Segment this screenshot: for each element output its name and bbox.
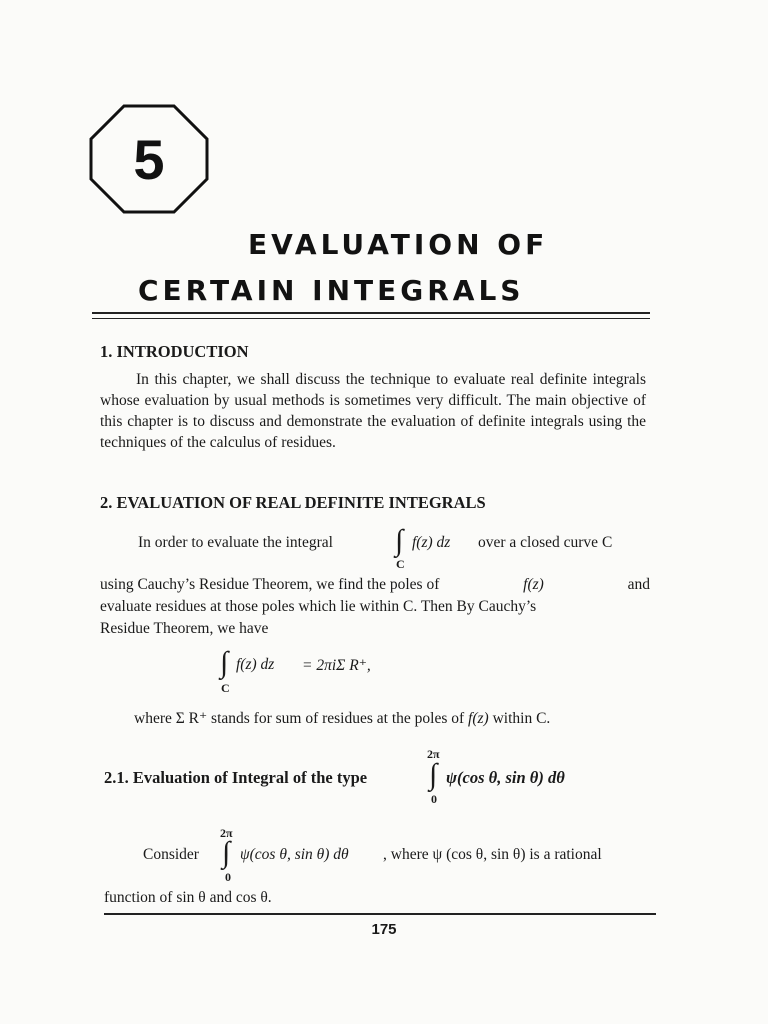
- type-lower-limit: 0: [431, 792, 437, 806]
- cauchy-fz: f(z): [523, 576, 544, 593]
- footer-rule: [104, 913, 656, 915]
- introduction-paragraph: In this chapter, we shall discuss the technique to evaluate real definite integrals whose evaluation by usual methods is sometimes very difficult. The main objective of this chapter is to discuss and demonstrate the evaluation of definite integrals using the techniques of the calculus of residues.: [100, 371, 646, 451]
- cauchy-text-b: and: [627, 576, 650, 593]
- sentence-text-closed-curve: over a closed curve C: [478, 534, 613, 551]
- contour-integral-sign: ∫: [395, 524, 404, 557]
- where-sentence: [134, 709, 550, 728]
- where-fz: f(z): [468, 710, 489, 727]
- chapter-title-line-2: CERTAIN INTEGRALS: [138, 274, 525, 307]
- cauchy-sentence-line-1: [100, 576, 650, 594]
- chapter-title-line-1: EVALUATION OF: [248, 228, 549, 261]
- type-integral-sign: ∫: [429, 758, 438, 791]
- section-heading-introduction: 1. INTRODUCTION: [100, 342, 249, 361]
- title-rule-bottom: [92, 318, 650, 319]
- sentence-text: In order to evaluate the integral: [138, 534, 333, 551]
- where-text-a: where Σ R⁺ stands for sum of residues at the poles of: [134, 710, 465, 727]
- consider-integral-sign: ∫: [222, 836, 231, 869]
- consider-lower-limit: 0: [225, 870, 231, 884]
- function-line: function of sin θ and cos θ.: [104, 889, 272, 906]
- chapter-number: 5: [133, 127, 165, 191]
- contour-integrand: f(z) dz: [412, 534, 451, 551]
- equation-limit: C: [221, 681, 230, 695]
- equation-integrand: f(z) dz: [236, 656, 275, 673]
- equation-rhs: = 2πiΣ R⁺,: [302, 657, 371, 674]
- consider-label: Consider: [143, 846, 199, 863]
- title-rule-top: [92, 312, 650, 314]
- type-integrand: ψ(cos θ, sin θ) dθ: [446, 768, 565, 787]
- contour-limit: C: [396, 557, 405, 571]
- cauchy-sentence-line-3: Residue Theorem, we have: [100, 620, 269, 637]
- where-text-b: within C.: [492, 710, 551, 727]
- chapter-badge: [88, 103, 210, 215]
- type-upper-limit: 2π: [427, 747, 440, 761]
- cauchy-sentence-line-2: evaluate residues at those poles which lie within C. Then By Cauchy’s: [100, 598, 537, 615]
- section-heading-real-definite-integrals: 2. EVALUATION OF REAL DEFINITE INTEGRALS: [100, 493, 486, 512]
- section-heading-integral-type: 2.1. Evaluation of Integral of the type: [104, 768, 368, 787]
- evaluate-integral-sentence: [138, 534, 333, 552]
- cauchy-text-a: using Cauchy’s Residue Theorem, we find the poles of: [100, 576, 440, 593]
- consider-integrand: ψ(cos θ, sin θ) dθ: [240, 846, 349, 863]
- page-number: 175: [371, 921, 397, 938]
- equation-integral-sign: ∫: [220, 646, 229, 679]
- consider-upper-limit: 2π: [220, 826, 233, 840]
- consider-rational-text: , where ψ (cos θ, sin θ) is a rational: [383, 846, 602, 863]
